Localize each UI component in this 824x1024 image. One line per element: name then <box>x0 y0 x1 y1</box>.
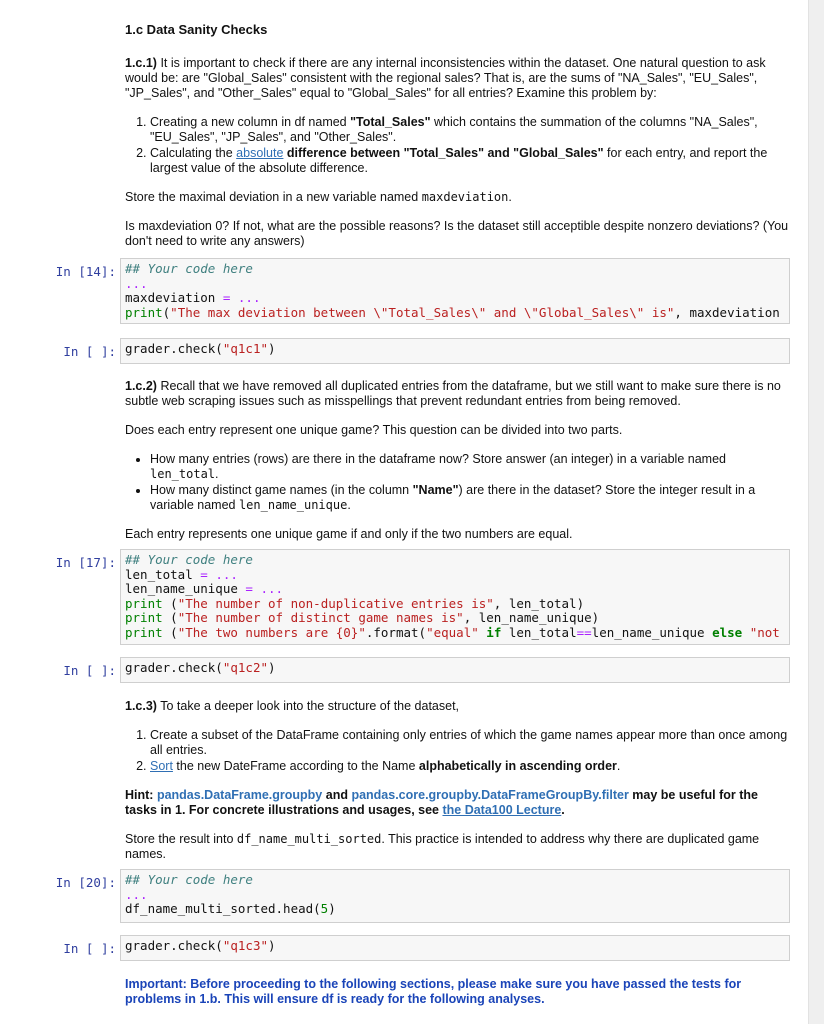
q1-step1-text: Creating a new column in df named <box>150 115 351 129</box>
code-string: "not <box>742 624 780 640</box>
code-text: grader.check( <box>125 341 223 356</box>
q2-b2-code: len_name_unique <box>238 498 348 512</box>
q1-store-text: Store the maximal deviation in a new variable named <box>125 190 422 204</box>
hint-label: Hint: <box>125 788 157 802</box>
q1-intro-text: It is important to check if there are any internal inconsistencies within the dataset. One natural question to ask would be: are "Global_Sales" consistent with the regional sales? That is, are the sums of "NA_Sales", "EU_Sales", "JP_Sales", and "Other_Sales" equal to "Global_Sales" for all entries? Examine this problem by: <box>125 56 766 100</box>
code-cell-20[interactable] <box>120 869 790 923</box>
data100-lecture-link[interactable]: the Data100 Lecture <box>442 803 562 817</box>
code-keyword: print <box>125 595 163 611</box>
q1-step-2 <box>150 146 790 176</box>
code-op: = ... <box>245 581 284 596</box>
q3-intro <box>125 699 790 714</box>
q1-step1-rest: which contains the summation of the columns "NA_Sales", "EU_Sales", "JP_Sales", and "Other_Sales". <box>150 115 758 144</box>
q2-bullets <box>125 452 790 513</box>
q3-intro-text: To take a deeper look into the structure of the dataset, <box>156 699 460 713</box>
code-keyword: if <box>478 624 502 640</box>
q3-steps <box>125 728 790 774</box>
q1-store-code: maxdeviation <box>421 190 509 204</box>
q1-step2-text: Calculating the <box>150 146 237 160</box>
q1-store <box>125 190 790 205</box>
code-text: ( <box>162 610 178 625</box>
markdown-cell-1c3 <box>125 699 790 876</box>
code-string: "The two numbers are {0}" <box>177 624 366 640</box>
cell-prompt-empty: In [ ]: <box>63 344 116 359</box>
code-string: "The max deviation between \"Total_Sales\" and \"Global_Sales\" is" <box>170 304 675 320</box>
code-text: len_name_unique <box>591 624 713 640</box>
markdown-cell-1c2 <box>125 379 790 556</box>
code-string: "q1c3" <box>222 938 268 953</box>
q3-step-1: 1. Create a subset of the DataFrame containing only entries of which the game names appear more than once among all entries. <box>150 728 790 758</box>
code-text: ) <box>268 938 276 953</box>
code-text: , maxdeviation <box>674 304 780 320</box>
q2-intro <box>125 379 790 409</box>
hint-text: may be useful for the tasks in 1. For concrete illustrations and usages, see <box>125 788 759 817</box>
grader-cell-q1c2[interactable] <box>120 657 790 683</box>
code-ellipsis: ... <box>125 886 148 902</box>
q3-label: 1.c.3) <box>125 699 157 713</box>
code-text: ) <box>268 341 276 356</box>
code-string: "The number of non-duplicative entries is" <box>177 595 494 611</box>
q1-step-1 <box>150 115 790 145</box>
cell-prompt-20: In [20]: <box>55 875 116 890</box>
code-text: ( <box>162 624 178 640</box>
code-comment: ## Your code here <box>125 872 253 887</box>
groupby-link[interactable]: pandas.DataFrame.groupby <box>156 788 323 802</box>
q2-b2-rest: ) are there in the dataset? Store the integer result in a variable named <box>150 483 756 512</box>
code-cell-17[interactable] <box>120 549 790 645</box>
absolute-link[interactable]: absolute <box>236 146 284 160</box>
q1-intro <box>125 56 790 101</box>
q2-bullet-1 <box>150 452 790 482</box>
q2-b1-period: . <box>215 467 219 481</box>
code-text: grader.check( <box>125 938 223 953</box>
code-text: , len_name_unique) <box>463 610 600 625</box>
q2-intro-text: Recall that we have removed all duplicated entries from the dataframe, but we still want to make sure there is no subtle web scraping issues such as misspellings that prevent redundant entries from being removed. <box>125 379 781 408</box>
code-text: ( <box>162 595 178 611</box>
q3-step2-period: . <box>616 759 621 773</box>
markdown-cell-1c1 <box>125 22 790 263</box>
q3-store-code: df_name_multi_sorted <box>236 832 382 846</box>
filter-link[interactable]: pandas.core.groupby.DataFrameGroupBy.filter <box>351 788 629 802</box>
q3-store-rest: . This practice is intended to address why there are duplicated game names. <box>125 832 760 861</box>
code-text: maxdeviation <box>125 290 223 305</box>
code-comment: ## Your code here <box>125 261 253 276</box>
important-note: Important: Before proceeding to the following sections, please make sure you have passed the tests for problems in 1.b. This will ensure df is ready for the following analyses. <box>125 977 742 1006</box>
q2-bullet-2 <box>150 483 790 513</box>
cell-prompt-17: In [17]: <box>55 555 116 570</box>
cell-prompt-14: In [14]: <box>55 264 116 279</box>
q2-b1-text: How many entries (rows) are there in the dataframe now? Store answer (an integer) in a variable named <box>150 452 726 466</box>
code-ellipsis: ... <box>125 275 148 291</box>
code-string: "q1c2" <box>222 660 268 675</box>
code-keyword: print <box>125 624 163 640</box>
q1-question: Is maxdeviation 0? If not, what are the possible reasons? Is the dataset still acceptible despite nonzero deviations? (You don't need to write any answers) <box>125 219 789 248</box>
code-text: ( <box>162 304 171 320</box>
q2-b2-period: . <box>347 498 351 512</box>
grader-cell-q1c3[interactable] <box>120 935 790 961</box>
sort-link[interactable]: Sort <box>150 759 173 773</box>
q1-label: 1.c.1) <box>125 56 157 70</box>
code-text: ) <box>268 660 276 675</box>
q3-hint <box>125 788 790 818</box>
code-string: "equal" <box>426 624 479 640</box>
cell-prompt-empty: In [ ]: <box>63 941 116 956</box>
code-op: == <box>576 624 592 640</box>
q2-b1-code: len_total <box>150 467 216 481</box>
q3-store <box>125 832 790 862</box>
code-comment: ## Your code here <box>125 552 253 567</box>
code-string: "q1c1" <box>222 341 268 356</box>
q2-summary: Each entry represents one unique game if and only if the two numbers are equal. <box>125 527 573 541</box>
code-text: .format( <box>365 624 427 640</box>
q2-b2-bold: "Name" <box>412 483 459 497</box>
q1-step1-bold: "Total_Sales" <box>350 115 431 129</box>
q3-step2-bold: alphabetically in ascending order <box>418 759 617 773</box>
q1-steps <box>125 115 790 176</box>
code-text: , len_total) <box>493 595 585 611</box>
q1-step2-bold: difference between "Total_Sales" and "Global_Sales" <box>283 146 604 160</box>
code-keyword: else <box>712 624 743 640</box>
code-keyword: print <box>125 610 163 625</box>
grader-cell-q1c1[interactable] <box>120 338 790 364</box>
hint-period: . <box>561 803 565 817</box>
code-string: "The number of distinct game names is" <box>177 610 464 625</box>
q2-label: 1.c.2) <box>125 379 157 393</box>
code-number: 5 <box>320 901 329 916</box>
code-op: = ... <box>200 566 238 582</box>
code-text: len_name_unique <box>125 581 246 596</box>
q2-b2-text: How many distinct game names (in the column <box>150 483 413 497</box>
hint-text: and <box>322 788 352 802</box>
q1-store-period: . <box>508 190 512 204</box>
q1-step2-rest: for each entry, and report the largest value of the absolute difference. <box>150 146 768 175</box>
code-cell-14[interactable] <box>120 258 790 324</box>
section-title: 1.c Data Sanity Checks <box>125 22 268 37</box>
code-text: grader.check( <box>125 660 223 675</box>
q3-step-2 <box>150 759 790 774</box>
vertical-scrollbar[interactable] <box>808 0 824 1024</box>
code-op: = ... <box>222 290 261 305</box>
code-text: df_name_multi_sorted.head( <box>125 901 321 916</box>
q2-question: Does each entry represent one unique game? This question can be divided into two parts. <box>125 423 623 437</box>
q3-store-text: Store the result into <box>125 832 237 846</box>
q3-step2-text: the new DateFrame according to the Name <box>172 759 419 773</box>
cell-prompt-empty: In [ ]: <box>63 663 116 678</box>
code-text: len_total <box>125 566 201 582</box>
code-text: len_total <box>501 624 577 640</box>
code-keyword: print <box>125 304 163 320</box>
code-text: ) <box>328 901 336 916</box>
